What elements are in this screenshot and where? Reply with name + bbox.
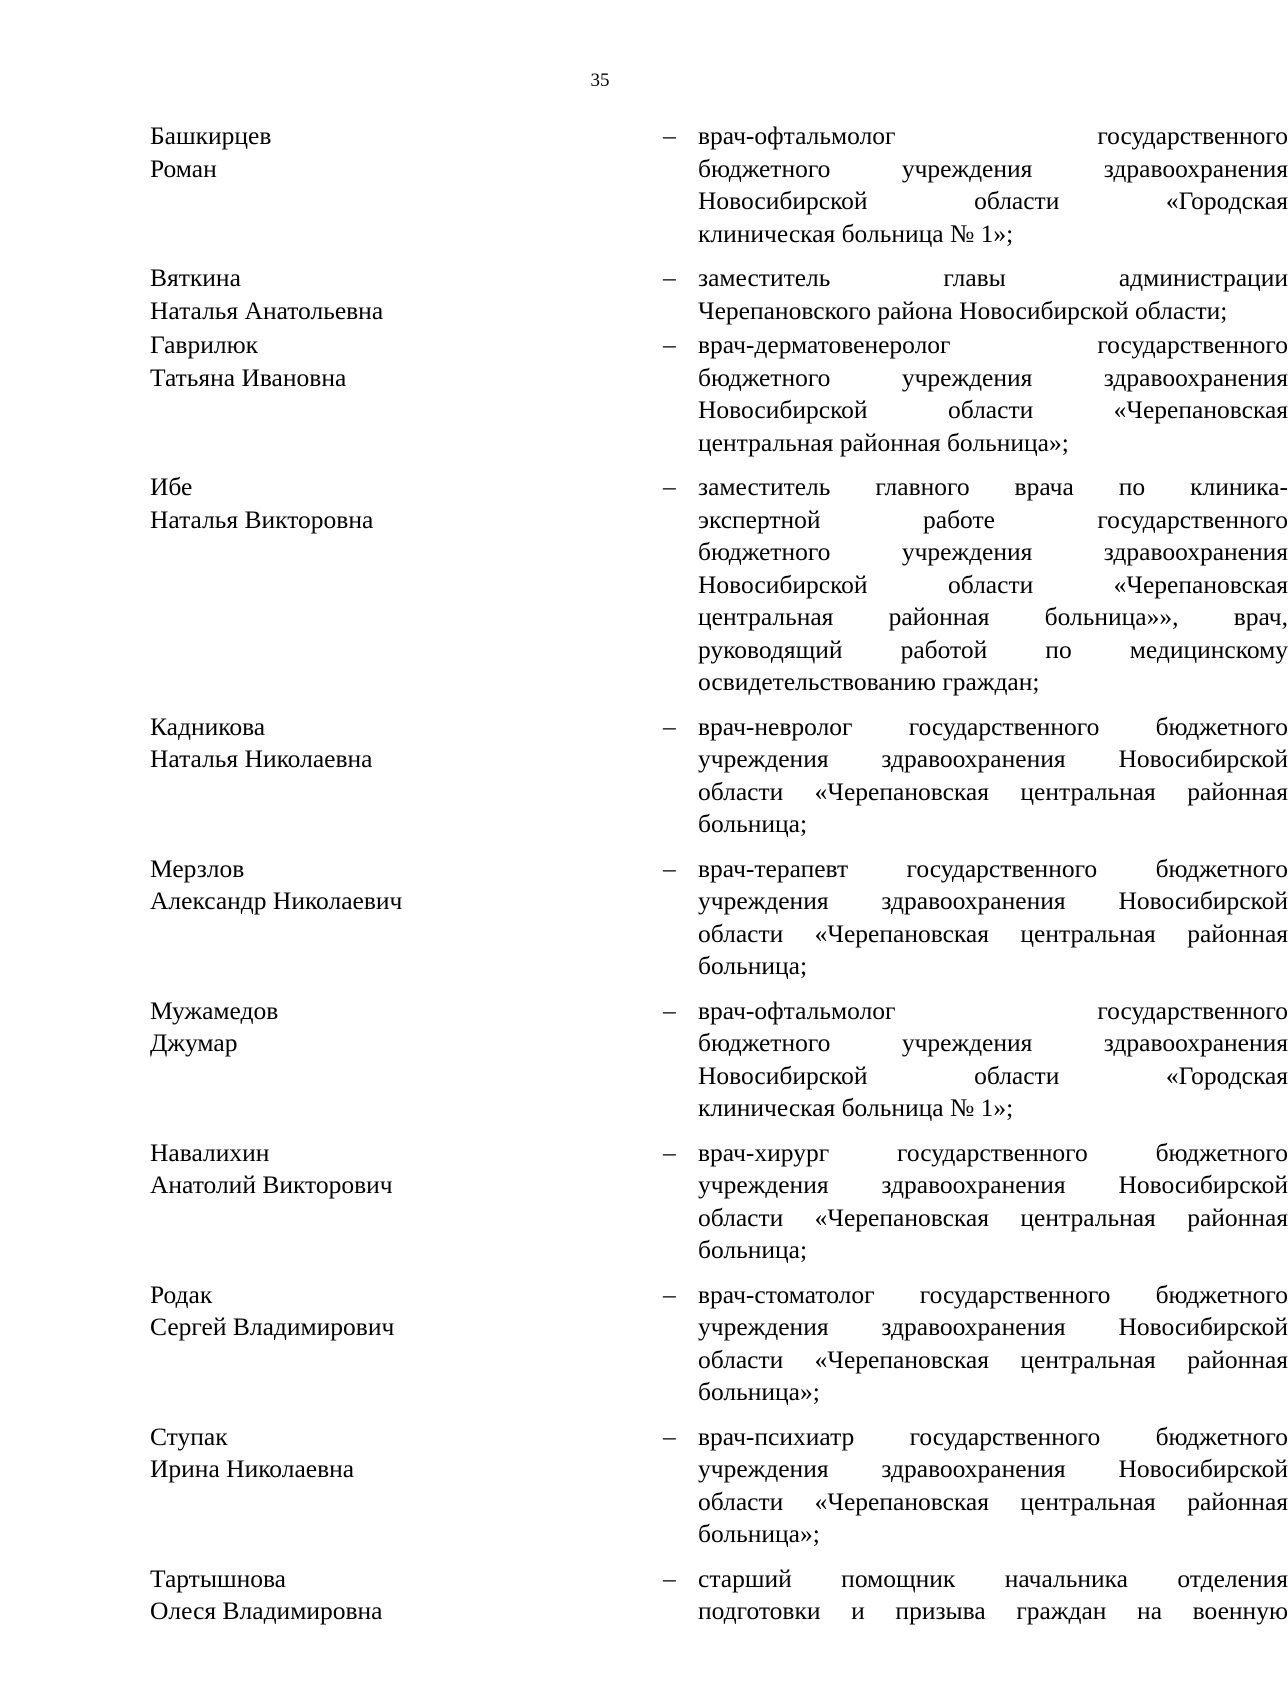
member-given-name: Ирина Николаевна	[150, 1454, 355, 1483]
position-line: больница»;	[698, 1519, 820, 1548]
member-position	[698, 262, 1288, 327]
position-line: бюджетного учреждения здравоохранения	[698, 153, 1288, 183]
list-item	[150, 711, 1288, 841]
separator-dash: –	[663, 995, 676, 1025]
member-surname: Вяткина	[150, 263, 241, 292]
page-number: 35	[590, 70, 610, 91]
position-line: больница»;	[698, 1377, 820, 1406]
member-position	[698, 120, 1288, 250]
list-item	[150, 1279, 1288, 1409]
separator-dash: –	[663, 1279, 676, 1309]
position-line: заместитель главного врача по клиника-	[698, 472, 1288, 501]
member-surname: Ибе	[150, 472, 193, 501]
position-line: центральная районная больница»;	[698, 427, 1069, 457]
position-line: врач-дерматовенеролог государственного	[698, 330, 1288, 359]
separator-dash: –	[663, 330, 676, 359]
member-surname: Кадникова	[150, 711, 266, 741]
position-line: Новосибирской области «Городская	[698, 186, 1288, 215]
member-given-name: Татьяна Ивановна	[150, 362, 347, 392]
list-item	[150, 1421, 1288, 1551]
member-name	[150, 995, 510, 1060]
list-item	[150, 471, 1288, 699]
member-name	[150, 262, 510, 327]
member-position	[698, 711, 1288, 841]
member-name	[150, 471, 510, 536]
member-name	[150, 853, 510, 918]
position-line: врач-стоматолог государственного бюджетного	[698, 1279, 1288, 1309]
position-line: бюджетного учреждения здравоохранения	[698, 362, 1288, 392]
position-line: области «Черепановская центральная районная	[698, 1202, 1288, 1232]
position-line: Новосибирской области «Городская	[698, 1060, 1288, 1090]
position-line: учреждения здравоохранения Новосибирской	[698, 1170, 1288, 1199]
list-item	[150, 329, 1288, 459]
member-surname: Родак	[150, 1279, 213, 1309]
position-line: Черепановского района Новосибирской области;	[698, 295, 1228, 325]
position-line: освидетельствованию граждан;	[698, 667, 1040, 696]
member-position	[698, 1137, 1288, 1267]
position-line: бюджетного учреждения здравоохранения	[698, 1028, 1288, 1057]
member-name	[150, 329, 510, 394]
member-given-name: Александр Николаевич	[150, 886, 403, 915]
member-given-name: Анатолий Викторович	[150, 1170, 393, 1199]
position-line: врач-хирург государственного бюджетного	[698, 1137, 1288, 1167]
position-line: старший помощник начальника отделения	[698, 1563, 1288, 1593]
member-name	[150, 1279, 510, 1344]
position-line: учреждения здравоохранения Новосибирской	[698, 1312, 1288, 1341]
separator-dash: –	[663, 121, 676, 150]
member-list	[150, 120, 1288, 1630]
member-name	[150, 120, 510, 185]
member-position	[698, 1563, 1288, 1628]
position-line: больница;	[698, 1235, 808, 1264]
position-line: подготовки и призыва граждан на военную	[698, 1596, 1288, 1625]
member-given-name: Роман	[150, 153, 217, 183]
position-line: клиническая больница № 1»;	[698, 1093, 1014, 1122]
member-surname: Башкирцев	[150, 121, 272, 150]
list-item	[150, 120, 1288, 250]
member-position	[698, 329, 1288, 459]
position-line: врач-терапевт государственного бюджетного	[698, 853, 1288, 883]
position-line: учреждения здравоохранения Новосибирской	[698, 1454, 1288, 1483]
member-given-name: Наталья Анатольевна	[150, 295, 384, 325]
member-name	[150, 1137, 510, 1202]
position-line: врач-офтальмолог государственного	[698, 121, 1288, 150]
position-line: Новосибирской области «Черепановская	[698, 569, 1288, 599]
member-position	[698, 1421, 1288, 1551]
position-line: учреждения здравоохранения Новосибирской	[698, 886, 1288, 915]
position-line: области «Черепановская центральная районная	[698, 1344, 1288, 1374]
member-given-name: Наталья Николаевна	[150, 744, 373, 773]
separator-dash: –	[663, 1137, 676, 1167]
position-line: экспертной работе государственного	[698, 504, 1288, 534]
position-line: области «Черепановская центральная районная	[698, 918, 1288, 948]
position-line: врач-невролог государственного бюджетного	[698, 711, 1288, 741]
member-given-name: Наталья Викторовна	[150, 504, 374, 534]
member-surname: Мужамедов	[150, 995, 279, 1025]
member-surname: Ступак	[150, 1421, 228, 1451]
member-surname: Навалихин	[150, 1137, 270, 1167]
position-line: учреждения здравоохранения Новосибирской	[698, 744, 1288, 773]
separator-dash: –	[663, 711, 676, 741]
list-item	[150, 853, 1288, 983]
list-item	[150, 262, 1288, 327]
position-line: врач-психиатр государственного бюджетного	[698, 1421, 1288, 1451]
list-item	[150, 995, 1288, 1125]
position-line: больница;	[698, 809, 808, 838]
position-line: клиническая больница № 1»;	[698, 218, 1014, 248]
position-line: бюджетного учреждения здравоохранения	[698, 537, 1288, 566]
member-surname: Тартышнова	[150, 1563, 287, 1593]
member-name	[150, 1421, 510, 1486]
position-line: Новосибирской области «Черепановская	[698, 395, 1288, 424]
member-position	[698, 995, 1288, 1125]
position-line: врач-офтальмолог государственного	[698, 995, 1288, 1025]
member-position	[698, 471, 1288, 699]
position-line: области «Черепановская центральная районная	[698, 1486, 1288, 1516]
position-line: области «Черепановская центральная районная	[698, 776, 1288, 806]
member-position	[698, 1279, 1288, 1409]
member-given-name: Сергей Владимирович	[150, 1312, 395, 1341]
separator-dash: –	[663, 472, 676, 501]
member-given-name: Олеся Владимировна	[150, 1596, 383, 1625]
member-given-name: Джумар	[150, 1028, 238, 1057]
member-name	[150, 711, 510, 776]
position-line: руководящий работой по медицинскому	[698, 634, 1288, 664]
separator-dash: –	[663, 263, 676, 292]
list-item	[150, 1563, 1288, 1628]
position-line: центральная районная больница»», врач,	[698, 602, 1288, 631]
separator-dash: –	[663, 853, 676, 883]
member-surname: Гаврилюк	[150, 330, 259, 359]
list-item	[150, 1137, 1288, 1267]
member-name	[150, 1563, 510, 1628]
position-line: заместитель главы администрации	[698, 263, 1288, 292]
member-surname: Мерзлов	[150, 853, 245, 883]
member-position	[698, 853, 1288, 983]
separator-dash: –	[663, 1563, 676, 1593]
position-line: больница;	[698, 951, 808, 980]
separator-dash: –	[663, 1421, 676, 1451]
